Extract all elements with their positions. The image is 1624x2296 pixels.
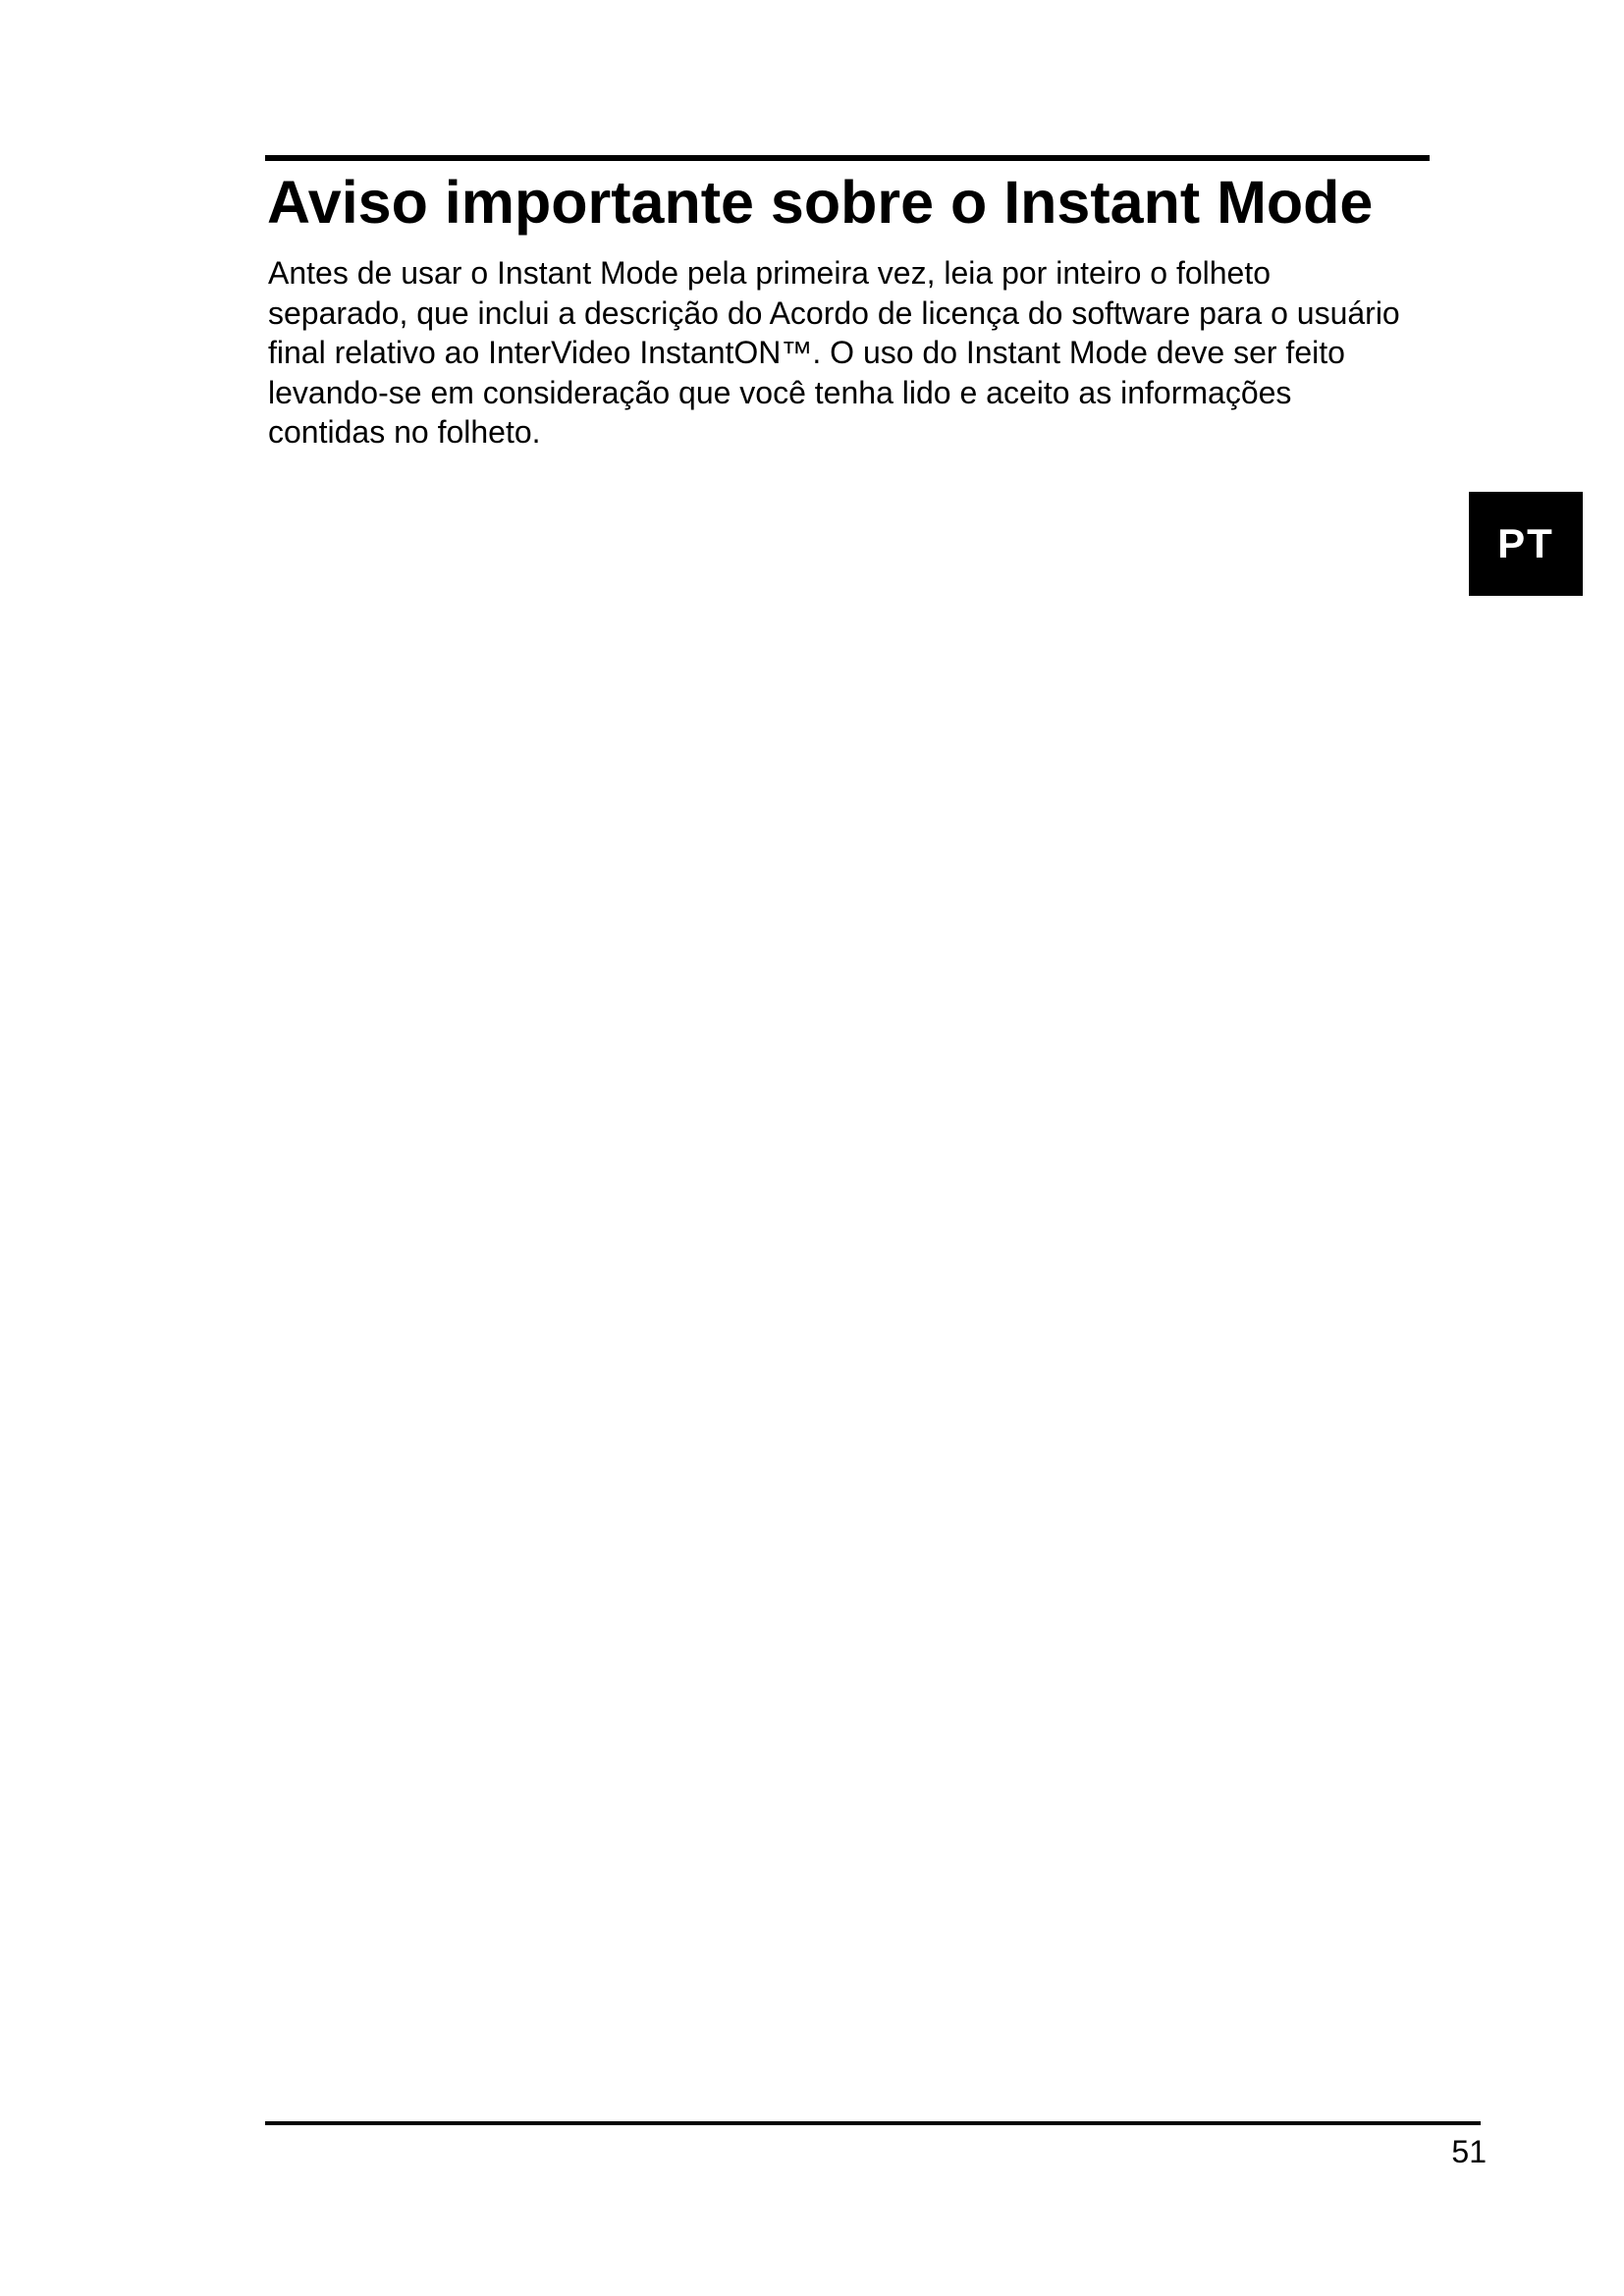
title-rule [265,155,1430,161]
body-paragraph [268,253,1436,453]
footer-rule [265,2121,1481,2125]
page-title: Aviso importante sobre o Instant Mode [267,169,1374,236]
body-line: final relativo ao InterVideo InstantON™. O uso do Instant Mode deve ser feito [268,335,1345,370]
body-line: Antes de usar o Instant Mode pela primeira vez, leia por inteiro o folheto [268,255,1272,291]
body-line: separado, que inclui a descrição do Acordo de licença do software para o usuário [268,294,1400,331]
language-tab: PT [1469,492,1583,596]
body-line: levando-se em consideração que você tenha lido e aceito as informações [268,374,1292,410]
body-line: contidas no folheto. [268,414,541,450]
page-number: 51 [1451,2134,1487,2169]
